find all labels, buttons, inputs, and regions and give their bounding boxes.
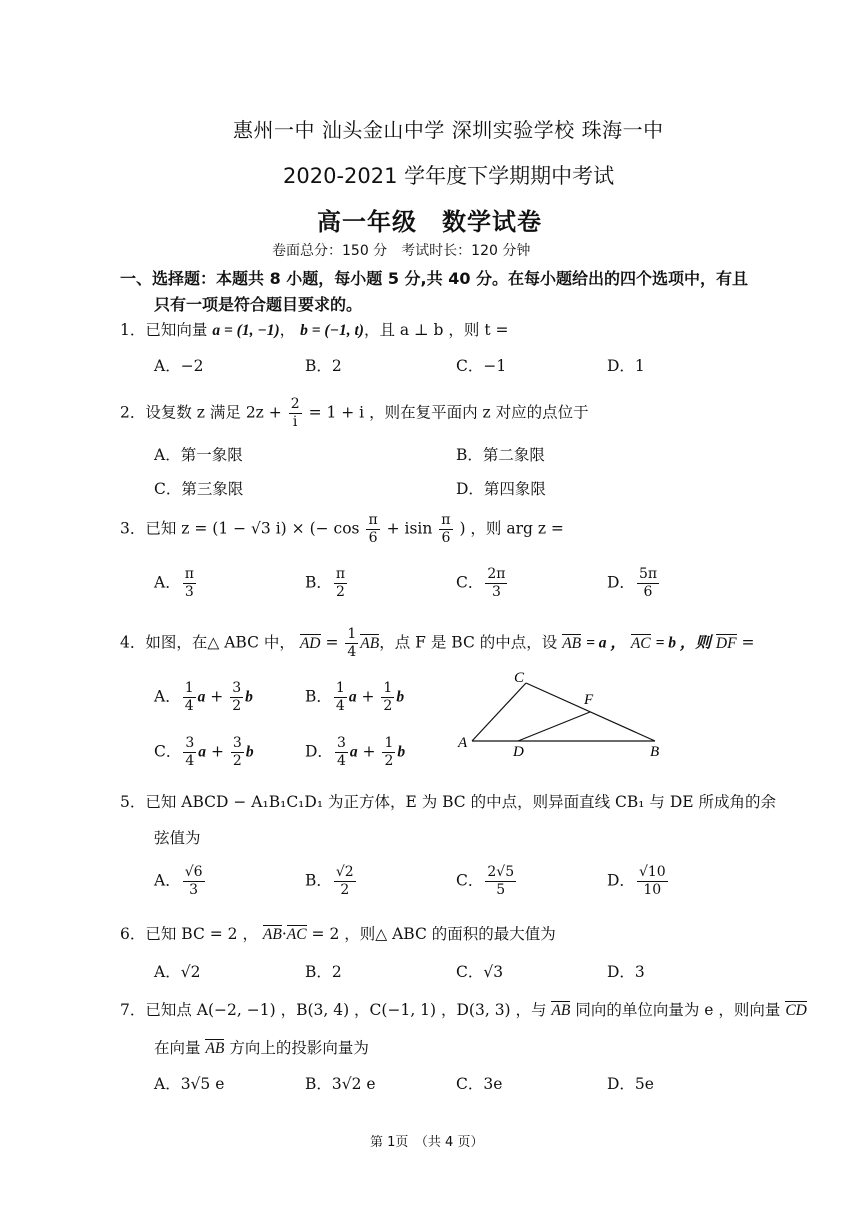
option-c[interactable] (456, 864, 518, 899)
fraction-numerator: π (335, 566, 346, 582)
fraction-denominator: 4 (347, 644, 357, 660)
option-c[interactable]: C． $\frac{3}{4}$ a + $\frac{3}{2}$ b (154, 735, 254, 769)
option-b[interactable]: B． $\frac{1}{4}$ a + $\frac{1}{2}$ b (305, 680, 405, 714)
vector-a-symbol: a (348, 688, 357, 706)
fraction (637, 566, 659, 601)
fraction-numerator: 5π (638, 566, 658, 582)
option-label: B． (305, 687, 332, 706)
fraction (439, 512, 452, 547)
vector-b-symbol: b (245, 743, 254, 761)
fraction-denominator: 2 (384, 753, 394, 769)
option-a[interactable] (154, 864, 207, 899)
fraction-denominator: 4 (336, 753, 346, 769)
fraction (183, 566, 196, 601)
vector-ac: AC (286, 926, 307, 943)
option-label: C． (456, 573, 484, 592)
option-c[interactable] (456, 566, 509, 601)
fraction-numerator: π (368, 512, 378, 528)
option-d[interactable]: D．3 (607, 963, 645, 981)
fraction-denominator: 3 (184, 584, 194, 600)
question-text-pre: 已知点 A(−2, −1) ，B(3, 4) ，C(−1, 1) ，D(3, 3) ，与 (145, 1001, 547, 1019)
question-text-post: ，点 F 是 BC 的中点，设 (379, 633, 558, 652)
fraction (231, 735, 244, 770)
vector-cd: CD (785, 1002, 807, 1019)
fraction (334, 680, 347, 715)
subject-title: 高一年级 数学试卷 (317, 208, 542, 236)
question-text-line2-post: 方向上的投影向量为 (229, 1039, 369, 1057)
option-b[interactable]: B．3√2 e (305, 1075, 376, 1093)
vector-a-symbol: a (197, 688, 206, 706)
fraction-numerator: 1 (184, 680, 194, 696)
vector-b-definition: = b ，则 (655, 634, 711, 652)
question-number: 2． (120, 403, 146, 422)
fraction-numerator: 1 (383, 680, 393, 696)
question-number: 1． (120, 321, 146, 339)
fraction-numerator: 2 (290, 396, 300, 412)
question-condition: ，且 a ⊥ b ，则 t = (363, 321, 509, 339)
option-a[interactable]: A．3√5 e (154, 1075, 225, 1093)
option-label: C． (154, 742, 182, 761)
question-1: 1．已知向量 a = (1, −1)， b = (−1, t)，且 a ⊥ b ，则 t = (120, 321, 509, 339)
fraction (382, 735, 395, 770)
exam-title: 2020-2021 学年度下学期期中考试 (283, 164, 615, 188)
fraction-denominator: i (292, 414, 298, 430)
fraction-numerator: √6 (184, 864, 203, 880)
fraction-numerator: √10 (638, 864, 666, 880)
question-text-pre: 设复数 z 满足 2z + (145, 403, 282, 422)
vector-a-expression: a = (1, −1) (212, 322, 280, 339)
option-c[interactable]: C．3e (456, 1075, 503, 1093)
vector-ab: AB (562, 634, 582, 652)
option-c[interactable]: C．第三象限 (154, 480, 244, 498)
equals-sign: = (325, 633, 339, 652)
fraction-denominator: 2 (232, 753, 242, 769)
question-5-line2: 弦值为 (154, 829, 201, 847)
question-text-mid: 同向的单位向量为 e ，则向量 (575, 1001, 781, 1019)
option-a[interactable]: A． $\frac{1}{4}$ a + $\frac{3}{2}$ b (154, 680, 253, 714)
option-c[interactable]: C．−1 (456, 357, 507, 375)
fraction (289, 396, 302, 431)
fraction-numerator: 3 (336, 735, 346, 751)
fraction (485, 566, 507, 601)
question-2 (120, 396, 589, 431)
vector-a-definition: = a ， (586, 634, 626, 652)
option-b[interactable]: B．第二象限 (456, 446, 545, 464)
option-d[interactable] (607, 566, 661, 601)
fraction-numerator: π (441, 512, 451, 528)
fraction-numerator: π (184, 566, 194, 582)
fraction-denominator: 5 (496, 882, 506, 898)
option-d[interactable]: D． $\frac{3}{4}$ a + $\frac{1}{2}$ b (305, 735, 406, 769)
question-text-post: = 1 + i ，则在复平面内 z 对应的点位于 (308, 403, 589, 422)
option-label: A． (154, 871, 181, 890)
fraction-denominator: 3 (189, 882, 199, 898)
fraction (381, 680, 394, 715)
option-b[interactable] (305, 566, 349, 601)
question-text-pre: 如图，在△ ABC 中， (145, 633, 295, 652)
question-text-post: = 2 ，则△ ABC 的面积的最大值为 (311, 925, 556, 943)
exam-meta: 卷面总分：150 分 考试时长：120 分钟 (272, 243, 531, 259)
option-d[interactable] (607, 864, 670, 899)
label-a: A (458, 735, 468, 751)
option-label: B． (305, 573, 332, 592)
vector-ab: AB (551, 1002, 571, 1019)
fraction (183, 864, 205, 899)
question-text-pre: 已知 BC = 2 ， (145, 925, 258, 943)
question-7 (120, 998, 807, 1020)
question-6 (120, 922, 556, 944)
vector-b-symbol: b (396, 688, 405, 706)
segment-df (518, 712, 590, 741)
label-d: D (513, 744, 524, 760)
fraction-denominator: 4 (335, 698, 345, 714)
segment-ac (472, 683, 526, 741)
fraction-numerator: 1 (347, 626, 357, 642)
option-b[interactable] (305, 864, 358, 899)
option-label: D． (607, 573, 635, 592)
option-label: D． (305, 742, 333, 761)
fraction-denominator: 4 (185, 753, 195, 769)
option-d[interactable]: D．5e (607, 1075, 654, 1093)
vector-ab: AB (262, 926, 282, 943)
option-b[interactable]: B．2 (305, 357, 342, 375)
question-text-pre: 已知 z = (1 − √3 i) × (− cos (145, 519, 360, 538)
fraction-numerator: √2 (335, 864, 354, 880)
question-number: 6． (120, 925, 146, 943)
question-number: 5． (120, 793, 146, 811)
question-number: 7． (120, 1001, 146, 1019)
dot-operator: · (281, 925, 287, 943)
fraction (183, 735, 196, 770)
fraction (335, 735, 348, 770)
vector-ab: AB (205, 1040, 225, 1057)
label-f: F (584, 692, 594, 708)
question-text-line1: 已知 ABCD − A₁B₁C₁D₁ 为正方体，E 为 BC 的中点，则异面直线 CB₁ 与 DE 所成角的余 (145, 793, 777, 811)
option-label: A． (154, 687, 181, 706)
fraction-numerator: 1 (335, 680, 345, 696)
fraction (183, 680, 196, 715)
fraction-denominator: 6 (643, 584, 653, 600)
option-label: A． (154, 573, 181, 592)
fraction-denominator: 6 (368, 530, 378, 546)
option-label: B． (305, 871, 332, 890)
question-text-post: ) ，则 arg z = (459, 519, 564, 538)
question-text-line2-pre: 在向量 (154, 1039, 201, 1057)
question-text: 已知向量 (145, 321, 208, 339)
fraction-denominator: 2 (232, 698, 242, 714)
fraction-denominator: 6 (441, 530, 451, 546)
option-a[interactable]: A．第一象限 (154, 446, 243, 464)
question-number: 3． (120, 519, 146, 538)
fraction-denominator: 3 (491, 584, 501, 600)
fraction (230, 680, 243, 715)
fraction-denominator: 10 (643, 882, 662, 898)
fraction (334, 864, 356, 899)
section-title-line2: 只有一项是符合题目要求的。 (154, 295, 363, 314)
question-number: 4． (120, 633, 146, 652)
option-b[interactable]: B．2 (305, 963, 342, 981)
vector-df: DF (715, 634, 737, 652)
section-title-line1: 一、选择题：本题共 8 小题，每小题 5 分,共 40 分。在每小题给出的四个选项中，有且 (120, 269, 749, 288)
fraction (334, 566, 347, 601)
fraction-denominator: 2 (336, 584, 345, 600)
option-a[interactable]: A．√2 (154, 963, 201, 981)
option-a[interactable]: A．−2 (154, 357, 204, 375)
vector-b-expression: b = (−1, t) (300, 322, 364, 339)
vector-b-symbol: b (245, 688, 253, 706)
fraction-numerator: 3 (232, 735, 242, 751)
question-7-line2 (154, 1036, 369, 1058)
option-a[interactable] (154, 566, 198, 601)
label-b: B (650, 744, 660, 760)
fraction (637, 864, 668, 899)
option-c[interactable]: C．√3 (456, 963, 504, 981)
vector-ad: AD (299, 634, 321, 652)
fraction-numerator: 3 (185, 735, 195, 751)
vector-ab: AB (360, 634, 380, 652)
question-5 (120, 790, 776, 812)
option-d[interactable]: D．第四象限 (456, 480, 546, 498)
fraction (485, 864, 516, 899)
vector-a-symbol: a (349, 743, 358, 761)
question-text-mid: + isin (386, 519, 433, 538)
fraction (345, 626, 358, 661)
fraction (366, 512, 379, 547)
question-3 (120, 512, 564, 547)
question-4 (120, 626, 754, 661)
vector-ac: AC (630, 634, 651, 652)
fraction-numerator: 2π (487, 566, 506, 582)
fraction-denominator: 4 (184, 698, 194, 714)
page-footer: 第 1页 （共 4 页） (370, 1135, 484, 1150)
fraction-denominator: 2 (383, 698, 393, 714)
header-schools: 惠州一中 汕头金山中学 深圳实验学校 珠海一中 (233, 118, 664, 142)
option-label: C． (456, 871, 484, 890)
fraction-numerator: 3 (232, 680, 242, 696)
equals-sign: = (741, 633, 755, 652)
fraction-numerator: 1 (384, 735, 394, 751)
option-d[interactable]: D．1 (607, 357, 645, 375)
option-label: D． (607, 871, 635, 890)
vector-a-symbol: a (198, 743, 207, 761)
triangle-figure (450, 665, 680, 765)
triangle-lines (472, 683, 655, 741)
vector-b-symbol: b (397, 743, 406, 761)
label-c: C (514, 670, 525, 686)
fraction-numerator: 2√5 (487, 864, 515, 880)
fraction-denominator: 2 (340, 882, 350, 898)
